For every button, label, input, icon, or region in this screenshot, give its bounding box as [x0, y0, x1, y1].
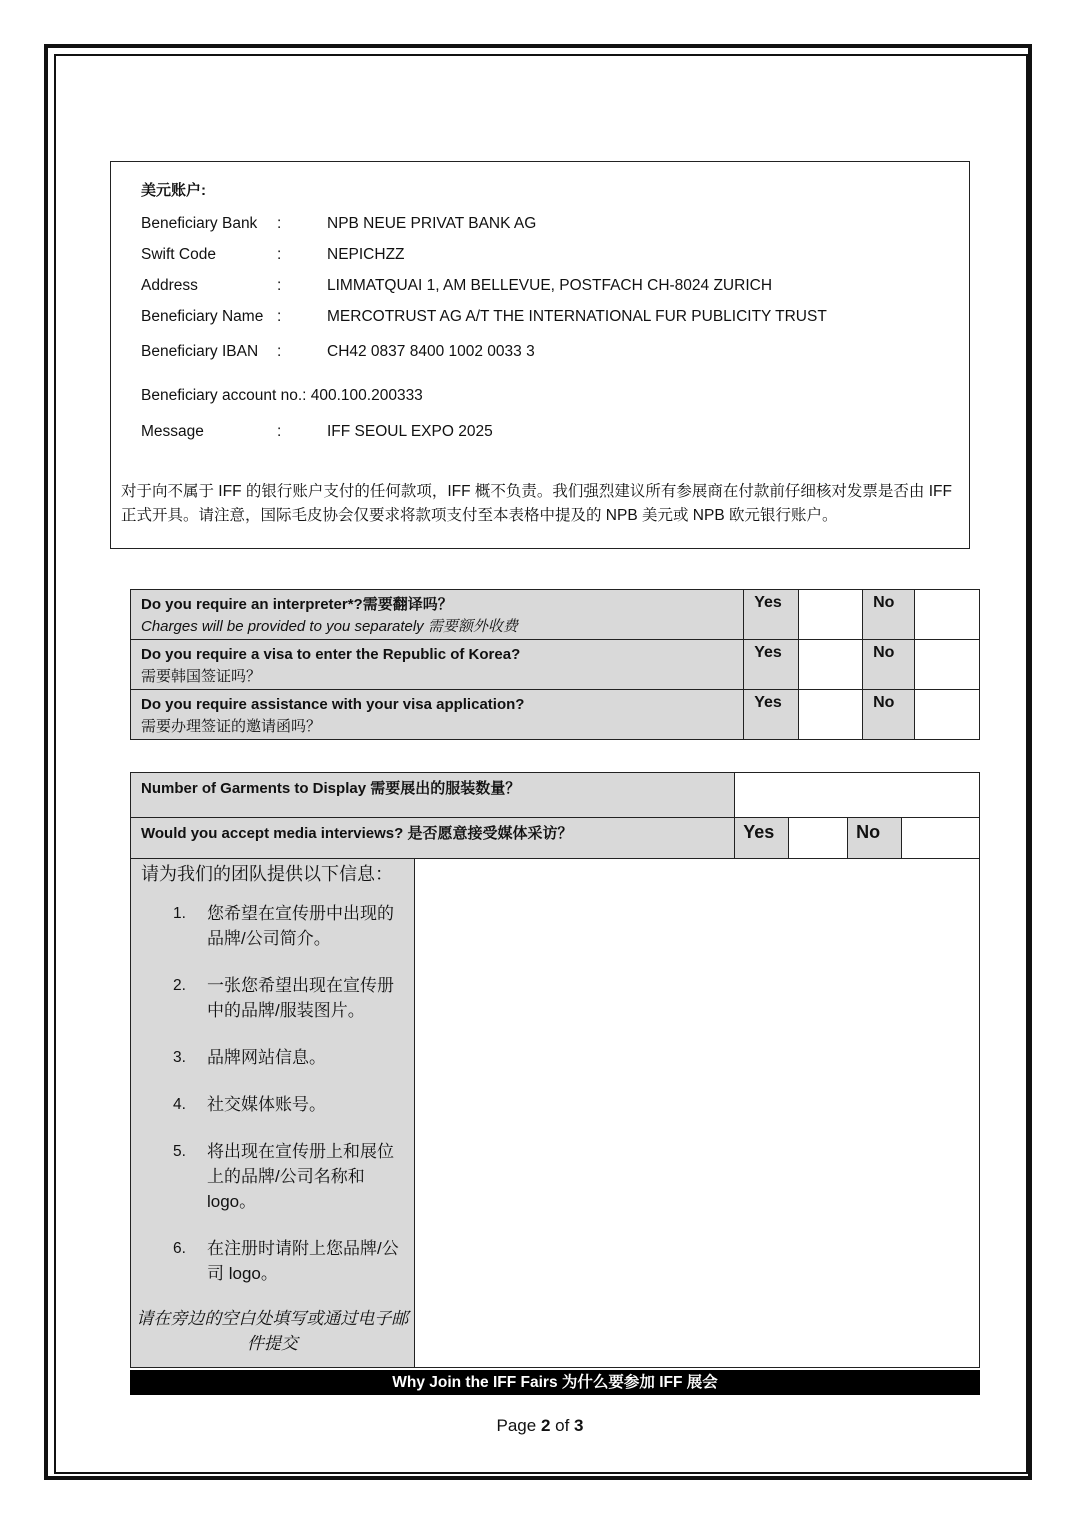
no-checkbox-cell[interactable] [902, 818, 980, 859]
yes-checkbox-cell[interactable] [799, 640, 863, 690]
yes-checkbox-cell[interactable] [799, 590, 863, 640]
bank-row-value: NPB NEUE PRIVAT BANK AG [327, 215, 537, 232]
list-text: 在注册时请附上您品牌/公司 logo。 [207, 1239, 399, 1283]
page-prefix: Page [496, 1416, 541, 1435]
bank-row-value: IFF SEOUL EXPO 2025 [327, 423, 493, 440]
question-subtext: 需要办理签证的邀请函吗？ [141, 718, 322, 735]
no-checkbox-cell[interactable] [915, 690, 980, 740]
list-item [131, 973, 414, 1023]
bank-row-colon: : [277, 308, 282, 325]
question-visa [131, 640, 744, 690]
team-info-note: 请在旁边的空白处填写或通过电子邮件提交 [136, 1309, 409, 1353]
yes-label: Yes [735, 818, 789, 859]
table-row [131, 640, 980, 690]
list-item [131, 1092, 414, 1117]
bank-row-label: Beneficiary Bank [141, 215, 258, 232]
garments-input-cell[interactable] [735, 773, 980, 818]
team-info-title: 请为我们的团队提供以下信息： [141, 864, 393, 884]
table-row [131, 590, 980, 640]
bank-row-colon: : [277, 343, 282, 360]
question-visa-assistance [131, 690, 744, 740]
bank-row-address [141, 277, 772, 295]
payment-disclaimer: 对于向不属于 IFF 的银行账户支付的任何款项，IFF 概不负责。我们强烈建议所有参展商在付款前仔细核对发票是否由 IFF 正式开具。请注意，国际毛皮协会仅要求将款项支付至本表格中提及的 NPB 美元或 NPB 欧元银行账户。 [121, 483, 952, 524]
list-item [131, 1236, 414, 1286]
bank-row-value: CH42 0837 8400 1002 0033 3 [327, 343, 535, 360]
list-number: 1. [173, 905, 186, 922]
list-text: 一张您希望出现在宣传册中的品牌/服装图片。 [207, 976, 394, 1020]
list-text: 您希望在宣传册中出现的品牌/公司简介。 [207, 904, 394, 948]
exhibitor-info-table [130, 772, 980, 1368]
bank-row-beneficiary-iban [141, 343, 535, 361]
bank-row-label: Swift Code [141, 246, 216, 263]
list-number: 4. [173, 1096, 186, 1113]
team-info-request [131, 859, 415, 1368]
list-item [131, 1139, 414, 1214]
yes-label: Yes [744, 690, 799, 740]
bank-row-message [141, 423, 493, 441]
bank-row-label: Beneficiary Name [141, 308, 264, 325]
table-row [131, 859, 980, 1368]
no-checkbox-cell[interactable] [915, 590, 980, 640]
list-number: 5. [173, 1143, 186, 1160]
team-info-list [131, 901, 414, 1286]
no-label: No [848, 818, 902, 859]
garments-label: Number of Garments to Display 需要展出的服装数量？ [131, 773, 735, 818]
question-subtext: Charges will be provided to you separately 需要额外收费 [141, 618, 518, 635]
bank-row-swift-code [141, 246, 405, 264]
bank-details-box [110, 161, 970, 549]
bank-row-label: Beneficiary IBAN [141, 343, 259, 360]
bank-row-label: Message [141, 423, 204, 440]
list-number: 2. [173, 977, 186, 994]
team-info-input-area[interactable] [414, 859, 979, 1368]
yes-label: Yes [744, 640, 799, 690]
bank-row-beneficiary-bank [141, 215, 536, 233]
bank-row-value: 400.100.200333 [310, 387, 423, 404]
question-interpreter [131, 590, 744, 640]
no-label: No [863, 590, 915, 640]
question-text: Do you require an interpreter*?需要翻译吗？ [141, 596, 453, 613]
media-interview-label: Would you accept media interviews? 是否愿意接受媒体采访？ [131, 818, 735, 859]
page-current: 2 [540, 1416, 551, 1435]
bank-row-beneficiary-name [141, 308, 827, 326]
yes-checkbox-cell[interactable] [799, 690, 863, 740]
requirements-table [130, 589, 980, 740]
bank-row-colon: : [277, 215, 282, 232]
no-label: No [863, 640, 915, 690]
bank-row-label: Beneficiary account no.: [141, 387, 307, 404]
list-item [131, 1045, 414, 1070]
list-number: 3. [173, 1049, 186, 1066]
question-subtext: 需要韩国签证吗？ [141, 668, 262, 685]
list-number: 6. [173, 1240, 186, 1257]
page-middle: of [550, 1416, 575, 1435]
bank-row-account-no [141, 387, 423, 405]
yes-checkbox-cell[interactable] [789, 818, 848, 859]
bank-row-value: MERCOTRUST AG A/T THE INTERNATIONAL FUR PUBLICITY TRUST [327, 308, 827, 325]
question-text: Do you require assistance with your visa application? [141, 696, 525, 713]
bank-heading: 美元账户: [141, 182, 206, 199]
yes-label: Yes [744, 590, 799, 640]
no-label: No [863, 690, 915, 740]
list-text: 将出现在宣传册上和展位上的品牌/公司名称和 logo。 [207, 1142, 394, 1211]
list-text: 社交媒体账号。 [207, 1095, 326, 1114]
bank-row-colon: : [277, 423, 282, 440]
no-checkbox-cell[interactable] [915, 640, 980, 690]
page-total: 3 [574, 1416, 584, 1435]
table-row [131, 818, 980, 859]
list-text: 品牌网站信息。 [207, 1048, 326, 1067]
table-row [131, 690, 980, 740]
list-item [131, 901, 414, 951]
why-join-banner: Why Join the IFF Fairs 为什么要参加 IFF 展会 [130, 1370, 980, 1395]
bank-row-value: LIMMATQUAI 1, AM BELLEVUE, POSTFACH CH-8024 ZURICH [327, 277, 773, 294]
bank-row-label: Address [141, 277, 198, 294]
table-row [131, 773, 980, 818]
bank-row-colon: : [277, 277, 282, 294]
bank-row-value: NEPICHZZ [327, 246, 405, 263]
bank-row-colon: : [277, 246, 282, 263]
page-number [0, 1416, 1080, 1436]
question-text: Do you require a visa to enter the Republic of Korea? [141, 646, 521, 663]
